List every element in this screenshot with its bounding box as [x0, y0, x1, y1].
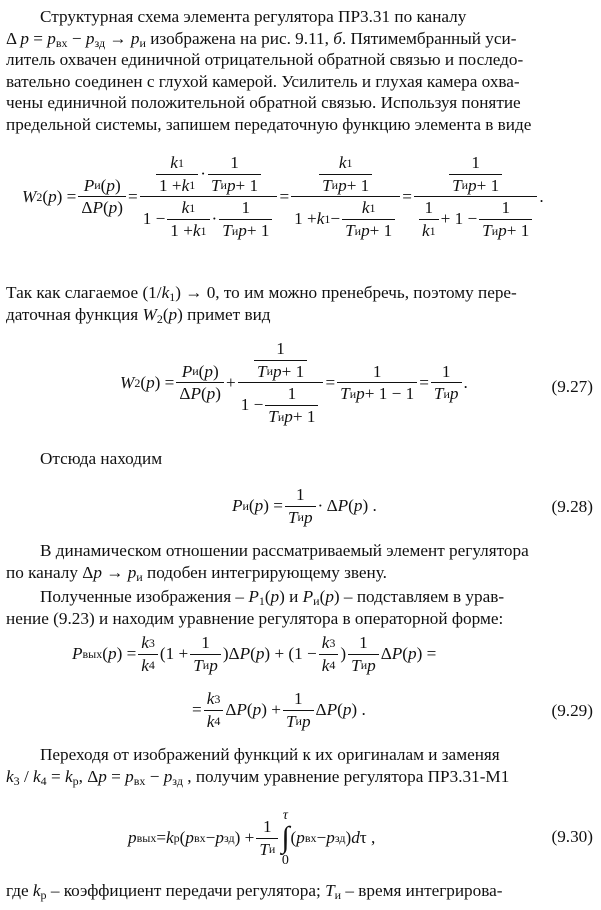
- paragraph-5: Полученные изображения – $P_1(p)$ и $P_и(p)$ – подставляем в урав- нение (9.23) и находим уравнение регулятора в операторной форме:: [6, 587, 505, 628]
- equation-9-30: p вых = k р ( p вх − p зд ) + 1 T и τ ∫ 0 ( p вх − p зд ) d τ , (9.30): [128, 808, 593, 868]
- equation-number-9-28: (9.28): [551, 497, 593, 516]
- paragraph-1: Структурная схема элемента регулятора ПР3.31 по каналу Δ $p = p_{вх} - p_{зд} \to p_и$ изображена на рис. 9.11, б. Пятимембранный уси- литель охвачен единичной отрицательной обратной связью и последо- вательно соединен с глухой камерой. Усилитель и глухая камера охва- чены единичной положительной обратной связью. Используя понятие предельной системы, запишем передаточную функцию элемента в виде: [6, 7, 532, 134]
- equation-9-27: W 2 ( p ) = P и ( p ) Δ P ( p ) + 1 T и p + 1 1 − 1 T и p + 1 = 1 T и p + 1 − 1 = 1 T и p . (9.27): [120, 339, 593, 426]
- paragraph-6: Переходя от изображений функций к их оригиналам и заменяя $k_3 / k_4 = k_р$, $\Delta p = p_{вх} - p_{зд}$ , получим уравнение регулятора ПР3.31-М1: [6, 745, 510, 788]
- equation-number-9-29: (9.29): [551, 701, 593, 720]
- paragraph-2: Так как слагаемое $(1/k_1) \to 0$, то им можно пренебречь, поэтому пере- даточная функция $W_2(p)$ примет вид: [6, 283, 517, 326]
- equation-9-29-line-2: = k 3 k 4 Δ P ( p ) + 1 T и p Δ P ( p ) . (9.29): [192, 689, 593, 731]
- equation-9-28: P и ( p ) = 1 T и p · Δ P ( p ) . (9.28): [232, 485, 593, 527]
- equation-w2-full: W 2 ( p ) = P и ( p ) Δ P ( p ) = k 1 1 + k 1 · 1 T и p + 1 1 − k 1 1 + k 1 · 1 T и p + 1 = k 1 T и p + 1 1 + k 1 − k 1 T и p + 1 = 1 T и p + 1 1 k 1 + 1 − 1 T и p + 1 .: [22, 153, 544, 240]
- paragraph-3: Отсюда находим: [40, 449, 163, 468]
- equation-9-29-line-1: P вых ( p ) = k 3 k 4 (1 + 1 T и p )Δ P ( p ) + (1 − k 3 k 4 ) 1 T и p Δ P ( p ) =: [72, 633, 437, 675]
- paragraph-4: В динамическом отношении рассматриваемый элемент регулятора по каналу $\Delta p \to p_и$ подобен интегрирующему звену.: [6, 541, 529, 584]
- paragraph-7: где $k_р$ – коэффициент передачи регулятора; $T_и$ – время интегрирова-: [6, 881, 503, 902]
- equation-number-9-27: (9.27): [551, 377, 593, 396]
- equation-number-9-30: (9.30): [551, 827, 593, 846]
